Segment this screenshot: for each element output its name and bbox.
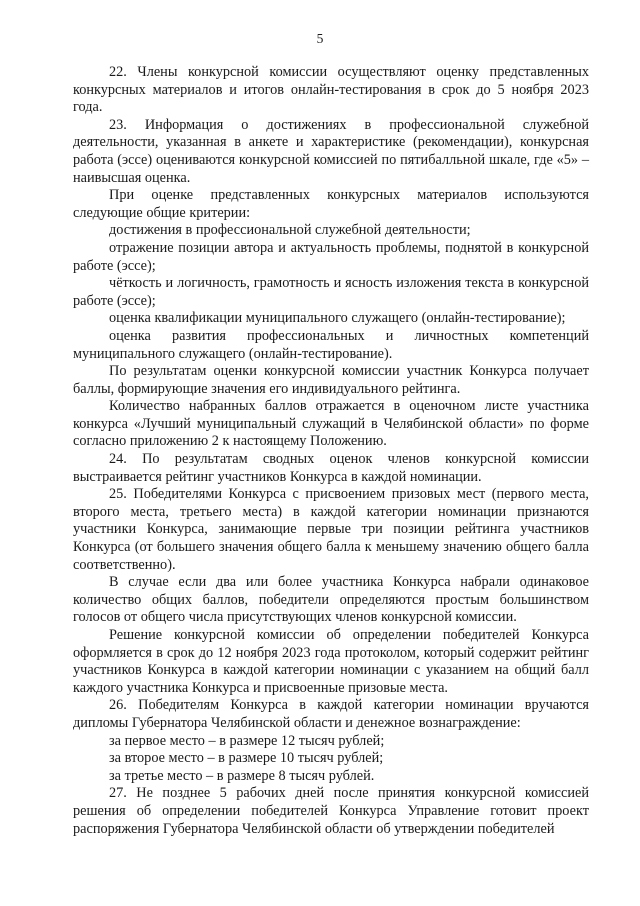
paragraph-decision: Решение конкурсной комиссии об определении победителей Конкурса оформляется в срок до 12 ноября 2023 года протоколом, который содержит рейтинг участников Конкурса в каждой категории номинации с указанием на общий балл каждого участника Конкурса и присвоенные призовые места. xyxy=(73,627,589,696)
paragraph-25: 25. Победителями Конкурса с присвоением призовых мест (первого места, второго места, третьего места) в каждой категории номинации признаются участники Конкурса, занимающие первые три позиции рейтинга участников Конкурса (от большего значения общего балла к меньшему значению общего балла соответственно). xyxy=(73,486,589,573)
paragraph-tie-rule: В случае если два или более участника Конкурса набрали одинаковое количество общих баллов, победители определяются простым большинством голосов от общего числа присутствующих членов конкурсной комиссии. xyxy=(73,574,589,626)
criterion-competencies: оценка развития профессиональных и личностных компетенций муниципального служащего (онлайн-тестирование). xyxy=(73,327,589,362)
paragraph-23: 23. Информация о достижениях в профессиональной служебной деятельности, указанная в анкете и характеристике (рекомендации), конкурсная работа (эссе) оцениваются конкурсной комиссией по пятибалльной шкале, где «5» – наивысшая оценка. xyxy=(73,116,589,186)
page-number: 5 xyxy=(316,31,324,46)
criterion-author-position: отражение позиции автора и актуальность проблемы, поднятой в конкурсной работе (эссе); xyxy=(73,239,589,274)
paragraph-scores: По результатам оценки конкурсной комиссии участник Конкурса получает баллы, формирующие значения его индивидуального рейтинга. xyxy=(73,363,589,397)
criterion-clarity: чёткость и логичность, грамотность и ясность изложения текста в конкурсной работе (эссе); xyxy=(73,275,589,309)
document-body xyxy=(73,64,589,838)
prize-second-place: за второе место – в размере 10 тысяч рублей; xyxy=(109,750,384,767)
paragraph-26: 26. Победителям Конкурса в каждой категории номинации вручаются дипломы Губернатора Челябинской области и денежное вознаграждение: xyxy=(73,697,589,731)
criterion-achievements: достижения в профессиональной служебной деятельности; xyxy=(109,222,471,239)
criterion-qualification: оценка квалификации муниципального служащего (онлайн-тестирование); xyxy=(109,310,566,327)
paragraph-24: 24. По результатам сводных оценок членов конкурсной комиссии выстраивается рейтинг участников Конкурса в каждой номинации. xyxy=(73,451,589,485)
paragraph-score-sheet: Количество набранных баллов отражается в оценочном листе участника конкурса «Лучший муниципальный служащий в Челябинской области» по форме согласно приложению 2 к настоящему Положению. xyxy=(73,398,589,450)
paragraph-22: 22. Члены конкурсной комиссии осуществляют оценку представленных конкурсных материалов и итогов онлайн-тестирования в срок до 5 ноября 2023 года. xyxy=(73,64,589,116)
prize-first-place: за первое место – в размере 12 тысяч рублей; xyxy=(109,732,385,749)
criteria-intro: При оценке представленных конкурсных материалов используются следующие общие критерии: xyxy=(73,187,589,221)
prize-third-place: за третье место – в размере 8 тысяч рублей. xyxy=(109,767,375,784)
paragraph-27: 27. Не позднее 5 рабочих дней после принятия конкурсной комиссией решения об определении победителей Конкурса Управление готовит проект распоряжения Губернатора Челябинской области об утверждении победителей xyxy=(73,785,589,837)
